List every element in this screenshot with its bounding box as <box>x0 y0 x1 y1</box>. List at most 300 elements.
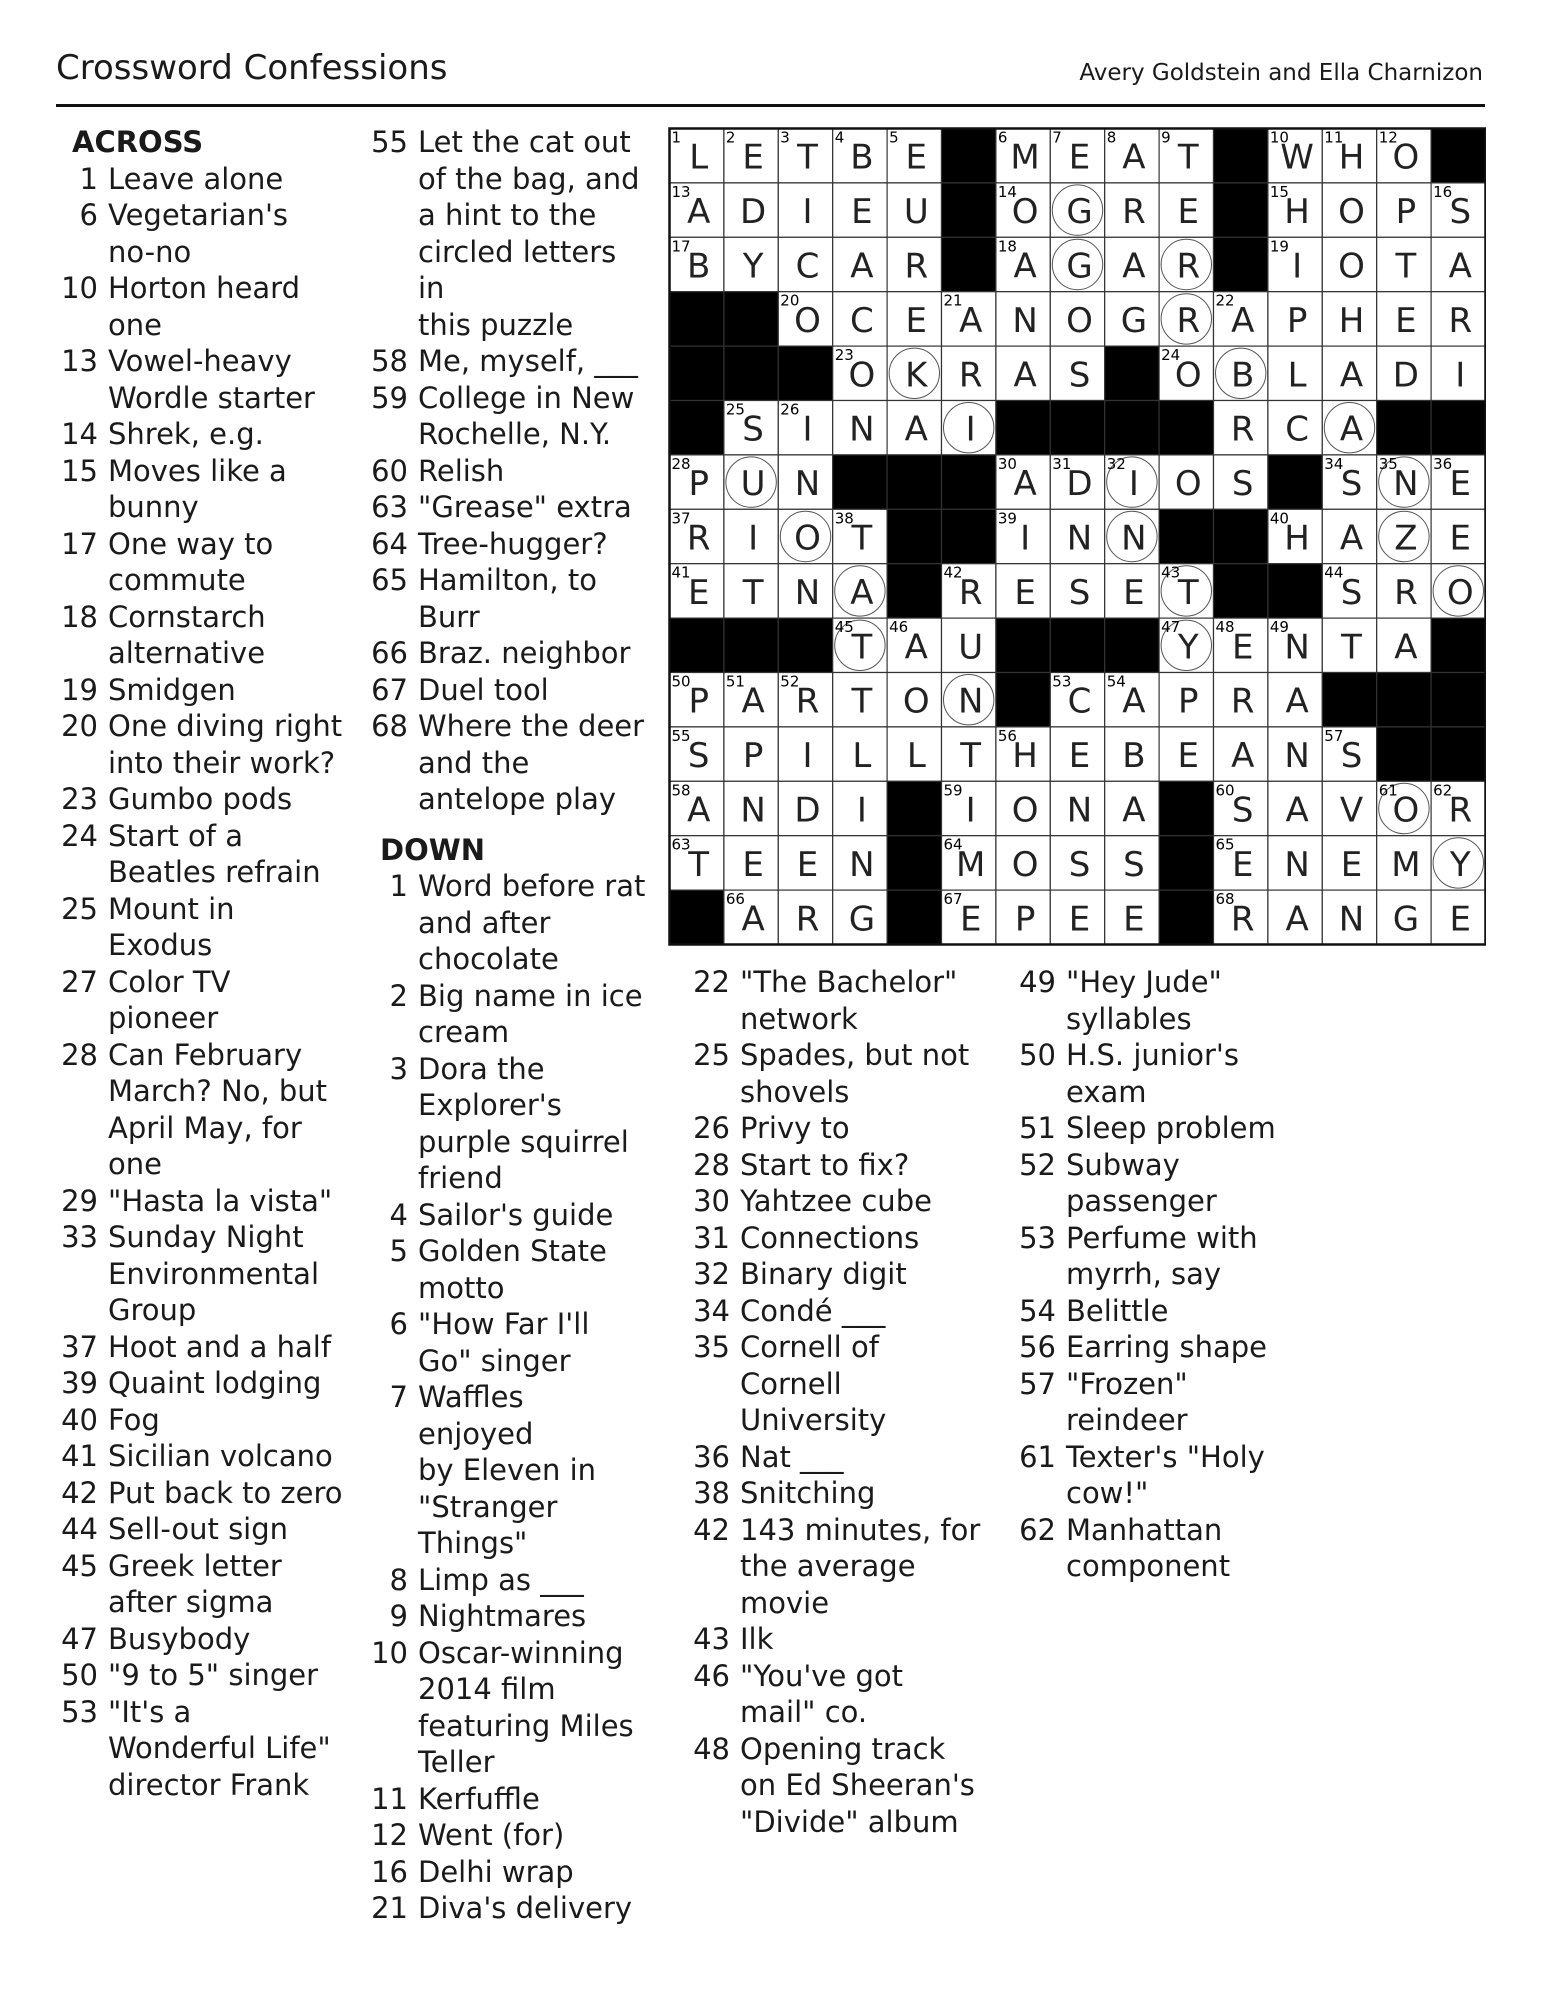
down-clue-8 <box>366 1562 646 1599</box>
grid-cell <box>724 673 778 727</box>
clue-line: Braz. neighbor <box>418 636 631 670</box>
clue-number: 52 <box>1019 1147 1056 1182</box>
clue-number: 44 <box>61 1512 98 1546</box>
grid-cell <box>778 401 832 455</box>
black-square <box>670 292 724 346</box>
clue-number: 1 <box>389 869 408 903</box>
black-square <box>1268 455 1322 509</box>
black-square <box>1431 618 1485 672</box>
clue-line: Cornell <box>740 1366 842 1401</box>
grid-cell <box>1050 509 1104 563</box>
cell-letter: H <box>1338 137 1365 178</box>
cell-letter: I <box>965 409 976 450</box>
cell-letter: I <box>1455 355 1466 396</box>
grid-cell <box>942 890 996 944</box>
grid-cell <box>1268 673 1322 727</box>
cell-letter: B <box>1122 736 1146 777</box>
cell-letter: Y <box>1177 627 1199 668</box>
grid-cell <box>1159 455 1213 509</box>
cell-letter: C <box>795 246 820 287</box>
crossword-grid <box>668 127 1486 947</box>
cell-letter: I <box>965 790 976 831</box>
black-square <box>778 346 832 400</box>
clue-number: 6 <box>79 198 98 232</box>
clue-text <box>408 526 608 563</box>
across-clue-25 <box>56 891 346 964</box>
clue-line: Let the cat out <box>418 125 631 159</box>
cell-letter: U <box>740 464 766 505</box>
cell-letter: R <box>904 246 929 287</box>
clue-line: Big name in ice <box>418 978 643 1013</box>
grid-cell <box>996 183 1050 237</box>
clue-line: Nat ___ <box>740 1439 844 1474</box>
clue-text <box>408 672 549 709</box>
clue-line: Kerfuffle <box>418 1781 540 1816</box>
grid-cell <box>670 673 724 727</box>
grid-cell <box>724 129 778 183</box>
clue-number: 47 <box>61 1621 98 1656</box>
cell-letter: O <box>1338 246 1365 287</box>
down-clue-1 <box>366 868 646 978</box>
clue-number: 66 <box>371 636 408 670</box>
clue-line: Fog <box>108 1402 160 1437</box>
clue-line: no-no <box>108 234 192 269</box>
grid-cell <box>1322 346 1376 400</box>
black-square <box>1214 509 1268 563</box>
clue-line: component <box>1066 1549 1231 1583</box>
black-square <box>996 673 1050 727</box>
clue-number: 39 <box>61 1366 98 1400</box>
across-clue-28 <box>56 1037 346 1183</box>
clue-text <box>408 1197 613 1234</box>
clue-line: Teller <box>418 1745 495 1779</box>
cell-letter: S <box>1068 572 1091 613</box>
cell-letter: A <box>904 409 928 450</box>
grid-cell <box>1159 292 1213 346</box>
cell-number: 68 <box>1215 890 1235 909</box>
grid-cell <box>1431 781 1485 835</box>
across-clue-67 <box>366 672 646 709</box>
grid-cell <box>1105 455 1159 509</box>
cell-letter: A <box>1013 246 1037 287</box>
clue-text <box>408 380 634 453</box>
grid-cell <box>778 564 832 618</box>
across-clue-37 <box>56 1329 346 1366</box>
clue-line: Where the deer <box>418 709 645 743</box>
clue-text <box>1056 1366 1188 1439</box>
clue-line: Yahtzee cube <box>740 1184 932 1218</box>
clue-number: 46 <box>693 1658 730 1693</box>
clue-line: One way to <box>108 526 274 561</box>
grid-cell <box>942 564 996 618</box>
grid-cell <box>887 129 941 183</box>
grid-cell <box>778 292 832 346</box>
clue-line: Cornstarch <box>108 599 266 634</box>
grid-cell <box>1159 346 1213 400</box>
cell-letter: A <box>1122 790 1146 831</box>
grid-cell <box>942 292 996 346</box>
cell-letter: P <box>688 464 709 505</box>
clue-line: bunny <box>108 490 199 524</box>
cell-number: 37 <box>671 509 691 528</box>
cell-letter: A <box>741 681 765 722</box>
across-clue-29 <box>56 1183 346 1220</box>
cell-letter: V <box>1339 790 1364 831</box>
grid-cell <box>1268 781 1322 835</box>
cell-number: 47 <box>1161 618 1181 637</box>
clue-text <box>98 1402 160 1439</box>
grid-cell <box>833 890 887 944</box>
clue-text <box>1056 964 1222 1037</box>
cell-number: 52 <box>780 672 800 691</box>
clue-number: 51 <box>1019 1111 1056 1145</box>
cell-number: 54 <box>1106 672 1126 691</box>
clue-text <box>408 1562 584 1599</box>
clue-text <box>408 453 504 490</box>
cell-letter: O <box>1392 790 1420 831</box>
cell-letter: E <box>1068 899 1091 940</box>
black-square <box>887 781 941 835</box>
clue-line: Beatles refrain <box>108 855 321 889</box>
clue-line: One diving right <box>108 709 343 743</box>
cell-letter: D <box>1392 355 1419 396</box>
cell-number: 21 <box>943 291 963 310</box>
cell-letter: O <box>902 681 930 722</box>
cell-number: 4 <box>834 128 845 147</box>
grid-cell <box>1268 129 1322 183</box>
clue-text <box>730 1439 844 1476</box>
cell-letter: M <box>956 844 986 885</box>
clue-line: Leave alone <box>108 161 284 196</box>
cell-letter: A <box>1013 355 1037 396</box>
black-square <box>1159 890 1213 944</box>
cell-letter: E <box>1340 844 1363 885</box>
grid-cell <box>1431 183 1485 237</box>
clue-number: 2 <box>389 978 408 1013</box>
cell-number: 62 <box>1433 781 1453 800</box>
grid-cell <box>887 183 941 237</box>
grid-cell <box>1050 455 1104 509</box>
grid-cell <box>996 455 1050 509</box>
grid-cell <box>724 890 778 944</box>
grid-cell <box>1268 292 1322 346</box>
cell-letter: R <box>1176 246 1201 287</box>
cell-letter: E <box>905 137 928 178</box>
cell-letter: E <box>1123 572 1145 613</box>
clue-line: by Eleven in <box>418 1453 597 1487</box>
cell-letter: P <box>1395 192 1417 233</box>
grid-cell <box>1377 183 1431 237</box>
clue-line: "Frozen" <box>1066 1366 1188 1401</box>
clue-text <box>98 1329 331 1366</box>
cell-letter: T <box>1395 246 1417 287</box>
cell-letter: I <box>856 790 867 831</box>
down-clue-32 <box>688 1256 988 1293</box>
grid-cell <box>1431 890 1485 944</box>
cell-letter: R <box>958 355 983 396</box>
clue-line: syllables <box>1066 1001 1192 1036</box>
clue-line: Relish <box>418 453 505 488</box>
cell-letter: E <box>1123 899 1145 940</box>
grid-cell <box>778 781 832 835</box>
black-square <box>724 346 778 400</box>
grid-cell <box>1377 509 1431 563</box>
cell-letter: R <box>686 518 711 559</box>
grid-cell <box>670 781 724 835</box>
grid-cell <box>996 346 1050 400</box>
clue-number: 30 <box>693 1184 730 1218</box>
grid-cell <box>1268 727 1322 781</box>
grid-cell <box>1322 292 1376 346</box>
cell-number: 39 <box>997 509 1017 528</box>
grid-cell <box>778 673 832 727</box>
clue-number: 8 <box>389 1562 408 1597</box>
down-clue-30 <box>688 1183 988 1220</box>
grid-cell <box>1050 890 1104 944</box>
cell-number: 31 <box>1052 454 1072 473</box>
grid-cell <box>1431 509 1485 563</box>
black-square <box>1377 401 1431 455</box>
clue-line: April May, for <box>108 1110 302 1145</box>
cell-letter: S <box>742 409 764 450</box>
cell-number: 23 <box>834 346 854 365</box>
cell-letter: E <box>796 844 819 885</box>
clue-line: Vowel-heavy <box>108 344 292 378</box>
clue-number: 33 <box>61 1220 98 1254</box>
across-clue-68 <box>366 708 646 818</box>
clue-line: director Frank <box>108 1767 310 1802</box>
clue-line: Sell-out sign <box>108 1512 289 1546</box>
grid-cell <box>1268 509 1322 563</box>
clue-line: cow!" <box>1066 1476 1149 1510</box>
clue-line: 2014 film <box>418 1672 556 1706</box>
cell-letter: T <box>851 518 873 559</box>
down-clue-62 <box>1014 1512 1314 1585</box>
grid-cell <box>1268 346 1322 400</box>
clue-text <box>408 1306 589 1379</box>
down-clue-42 <box>688 1512 988 1622</box>
grid-cell <box>1268 618 1322 672</box>
across-clue-55 <box>366 124 646 343</box>
cell-number: 42 <box>943 563 963 582</box>
clue-line: one <box>108 1147 162 1181</box>
cell-letter: R <box>1448 300 1473 341</box>
clue-line: pioneer <box>108 1001 219 1035</box>
grid-cell <box>996 129 1050 183</box>
cell-letter: N <box>794 572 821 613</box>
clue-line: Can February <box>108 1037 303 1072</box>
across-clue-1 <box>56 161 346 198</box>
cell-letter: E <box>742 844 764 885</box>
grid-cell <box>1050 292 1104 346</box>
clue-line: Hoot and a half <box>108 1329 332 1364</box>
clue-text <box>408 1598 586 1635</box>
grid-cell <box>1377 781 1431 835</box>
clue-text <box>730 964 957 1037</box>
grid-cell <box>1431 292 1485 346</box>
clue-number: 1 <box>79 161 98 196</box>
cell-letter: Y <box>742 246 764 287</box>
grid-cell <box>670 455 724 509</box>
across-clue-64 <box>366 526 646 563</box>
clue-line: Go" singer <box>418 1343 571 1378</box>
clue-line: Duel tool <box>418 672 549 707</box>
clue-line: University <box>740 1403 887 1437</box>
down-heading: DOWN <box>380 832 485 867</box>
cell-number: 24 <box>1161 346 1181 365</box>
down-clue-54 <box>1014 1293 1314 1330</box>
cell-letter: T <box>742 572 764 613</box>
grid-cell <box>1268 890 1322 944</box>
cell-letter: O <box>794 518 821 559</box>
grid-cell <box>1050 836 1104 890</box>
clue-line: Ilk <box>740 1622 774 1656</box>
clue-text <box>1056 1220 1258 1293</box>
clue-number: 11 <box>371 1781 408 1816</box>
clue-text <box>1056 1110 1276 1147</box>
cell-letter: S <box>1231 790 1254 831</box>
clue-text <box>408 1890 632 1927</box>
grid-cell <box>942 401 996 455</box>
cell-number: 22 <box>1215 291 1235 310</box>
clue-line: "How Far I'll <box>418 1307 590 1341</box>
cell-letter: D <box>740 192 767 233</box>
clue-line: Subway <box>1066 1147 1180 1182</box>
cell-letter: W <box>1280 137 1314 178</box>
puzzle-title: Crossword Confessions <box>56 48 448 88</box>
down-clue-7 <box>366 1379 646 1562</box>
clue-text <box>730 1621 773 1658</box>
cell-number: 60 <box>1215 781 1235 800</box>
cell-letter: N <box>1284 844 1310 885</box>
black-square <box>996 618 1050 672</box>
cell-letter: O <box>1011 844 1039 885</box>
cell-letter: S <box>1340 464 1363 505</box>
clue-line: Golden State <box>418 1234 607 1268</box>
clue-number: 57 <box>1019 1366 1056 1401</box>
cell-letter: A <box>1285 681 1309 722</box>
across-clue-33 <box>56 1219 346 1329</box>
clue-text <box>408 635 630 672</box>
grid-cell <box>1214 401 1268 455</box>
grid-cell <box>1159 129 1213 183</box>
clue-number: 58 <box>371 344 408 378</box>
clue-line: Vegetarian's <box>108 198 289 232</box>
cell-letter: E <box>742 137 764 178</box>
clue-number: 37 <box>61 1329 98 1364</box>
clue-number: 40 <box>61 1402 98 1437</box>
clue-text <box>408 1854 574 1891</box>
clue-line: movie <box>740 1585 830 1620</box>
grid-cell <box>1159 564 1213 618</box>
cell-letter: A <box>1231 300 1255 341</box>
clue-line: Sunday Night <box>108 1220 304 1254</box>
clue-line: Perfume with <box>1066 1220 1258 1255</box>
clue-line: Manhattan <box>1066 1512 1223 1547</box>
clue-number: 25 <box>61 891 98 926</box>
cell-letter: A <box>1339 409 1364 450</box>
cell-letter: I <box>1020 518 1031 559</box>
clue-text <box>98 270 300 343</box>
clue-line: Put back to zero <box>108 1475 343 1510</box>
clue-line: Environmental <box>108 1256 320 1291</box>
across-clue-18 <box>56 599 346 672</box>
clue-line: Smidgen <box>108 672 236 707</box>
grid-cell <box>887 618 941 672</box>
clue-text <box>1056 1439 1265 1512</box>
grid-cell <box>1431 564 1485 618</box>
black-square <box>942 455 996 509</box>
black-square <box>724 292 778 346</box>
grid-cell <box>996 781 1050 835</box>
clue-line: Group <box>108 1293 197 1327</box>
grid-cell <box>724 564 778 618</box>
grid-cell <box>1050 781 1104 835</box>
cell-letter: N <box>957 681 984 722</box>
clue-number: 29 <box>61 1183 98 1218</box>
cell-letter: R <box>795 681 820 722</box>
across-clue-23 <box>56 781 346 818</box>
grid-cell <box>833 781 887 835</box>
across-clue-39 <box>56 1365 346 1402</box>
cell-number: 44 <box>1324 563 1344 582</box>
grid-cell <box>1105 727 1159 781</box>
cell-number: 58 <box>671 781 691 800</box>
cell-letter: N <box>1121 518 1147 559</box>
clue-number: 55 <box>371 125 408 159</box>
cell-letter: P <box>742 736 764 777</box>
cell-letter: O <box>1011 192 1039 233</box>
clue-column-1 <box>56 124 346 1803</box>
cell-letter: G <box>1066 192 1093 233</box>
black-square <box>1105 618 1159 672</box>
black-square <box>942 129 996 183</box>
grid-cell <box>1159 183 1213 237</box>
cell-letter: P <box>1286 300 1308 341</box>
grid-cell <box>670 727 724 781</box>
clue-text <box>408 1781 540 1818</box>
cell-letter: H <box>1012 736 1038 777</box>
clue-text <box>98 818 321 891</box>
down-clue-3 <box>366 1051 646 1197</box>
clue-line: cream <box>418 1015 510 1049</box>
grid-cell <box>724 781 778 835</box>
cell-number: 32 <box>1106 454 1126 473</box>
clue-line: "You've got <box>740 1658 904 1693</box>
grid-cell <box>670 237 724 291</box>
grid-cell <box>670 564 724 618</box>
clue-number: 14 <box>61 417 98 451</box>
black-square <box>1159 401 1213 455</box>
clue-number: 22 <box>693 965 730 999</box>
clue-column-2 <box>366 124 646 1927</box>
black-square <box>670 346 724 400</box>
down-clue-5 <box>366 1233 646 1306</box>
cell-number: 6 <box>997 128 1008 147</box>
black-square <box>1431 727 1485 781</box>
cell-letter: D <box>794 790 821 831</box>
grid-cell <box>724 727 778 781</box>
cell-letter: T <box>1177 572 1199 613</box>
clue-number: 23 <box>61 782 98 816</box>
black-square <box>1050 401 1104 455</box>
header-divider <box>56 104 1485 107</box>
clue-line: Limp as ___ <box>418 1562 584 1597</box>
grid-cell <box>1105 673 1159 727</box>
clue-line: Things" <box>418 1526 528 1560</box>
grid-cell <box>1050 237 1104 291</box>
black-square <box>1431 673 1485 727</box>
